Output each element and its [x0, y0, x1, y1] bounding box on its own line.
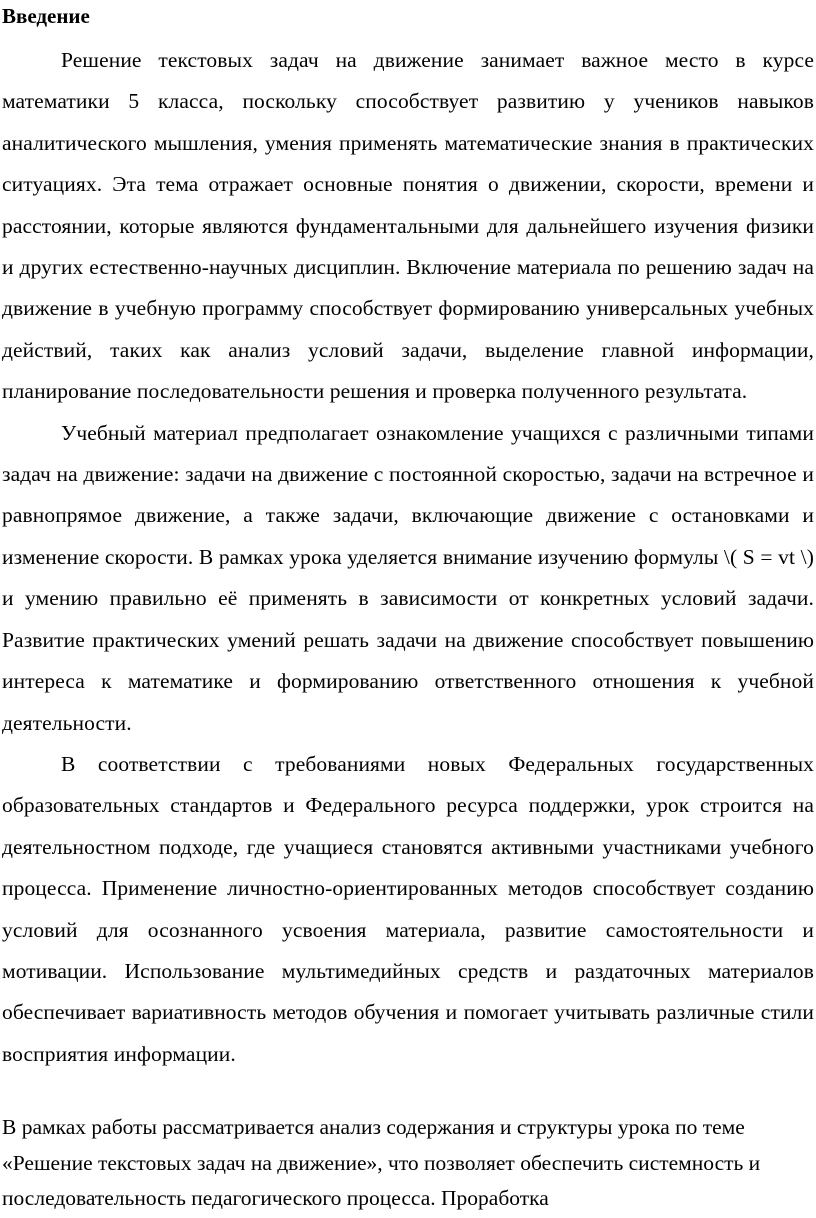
paragraph-1: Решение текстовых задач на движение занимает важное место в курсе математики 5 класса, поскольку способствует развитию у учеников навыков аналитического мышления, умения применять математические знания в практических ситуациях. Эта тема отражает основные понятия о движении, скорости, времени и расстоянии, которые являются фундаментальными для дальнейшего изучения физики и других естественно-научных дисциплин. Включение материала по решению задач на движение в учебную программу способствует формированию универсальных учебных действий, таких как анализ условий задачи, выделение главной информации, планирование последовательности решения и проверка полученного результата.: [2, 48, 814, 404]
paragraph-2: Учебный материал предполагает ознакомление учащихся с различными типами задач на движение: задачи на движение с постоянной скоростью, задачи на встречное и равнопрямое движение, а также задачи, включающие движение с остановками и изменение скорости. В рамках урока уделяется внимание изучению формулы \( S = vt \) и умению правильно её применять в зависимости от конкретных условий задачи. Развитие практических умений решать задачи на движение способствует повышению интереса к математике и формированию ответственного отношения к учебной деятельности.: [2, 420, 814, 735]
body-text: [2, 40, 814, 1075]
paragraph-3: В соответствии с требованиями новых Федеральных государственных образовательных стандартов и Федерального ресурса поддержки, урок строится на деятельностном подходе, где учащиеся становятся активными участниками учебного процесса. Применение личностно-ориентированных методов способствует созданию условий для осознанного усвоения материала, развитие самостоятельности и мотивации. Использование мультимедийных средств и раздаточных материалов обеспечивает вариативность методов обучения и помогает учитывать различные стили восприятия информации.: [2, 751, 814, 1066]
section-heading: Введение: [2, 4, 90, 28]
paragraph-4: В рамках работы рассматривается анализ содержания и структуры урока по теме «Решение текстовых задач на движение», что позволяет обеспечить системность и последовательность педагогического процесса. Проработка: [2, 1115, 761, 1210]
